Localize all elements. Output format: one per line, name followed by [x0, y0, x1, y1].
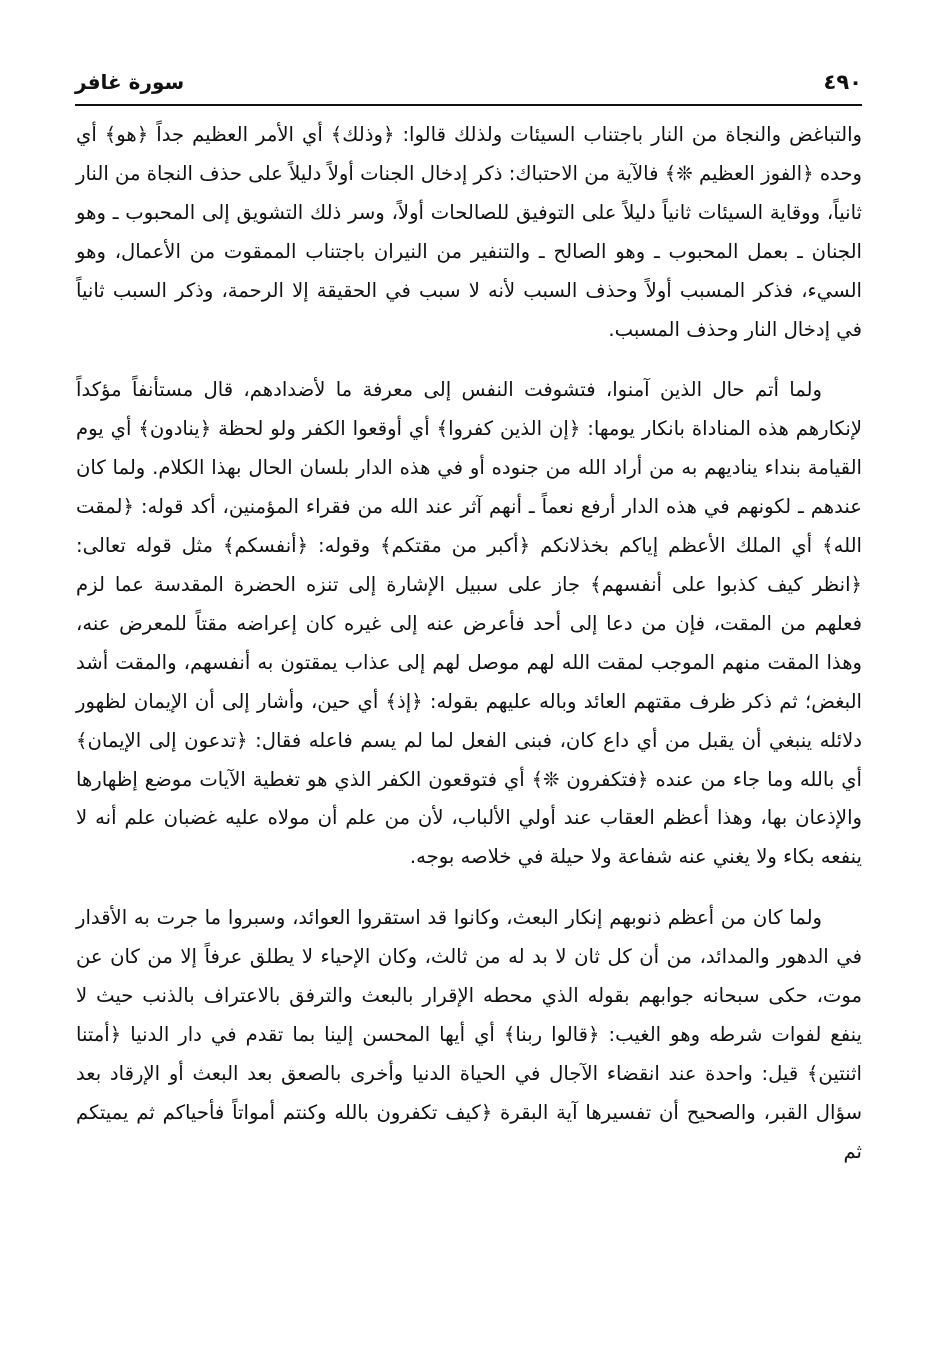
page-header — [75, 66, 862, 106]
paragraph: ولما كان من أعظم ذنوبهم إنكار البعث، وكانوا قد استقروا العوائد، وسبروا ما جرت به الأقدار في الدهور والمدائد، من أن كل ثان لا بد له من ثالث، وكان الإحياء لا يطلق عرفاً إلا من كان عن موت، حكى سبحانه جوابهم بقوله الذي محطه الإقرار بالبعث والترفق بالاعتراف بالذنب حيث لا ينفع لفوات شرطه وهو الغيب: ﴿قالوا ربنا﴾ أي أيها المحسن إلينا بما تقدم في دار الدنيا ﴿أمتنا اثنتين﴾ قيل: واحدة عند انقضاء الآجال في الحياة الدنيا وأخرى بالصعق بعد البعث أو الإرقاد بعد سؤال القبر، والصحيح أن تفسيرها آية البقرة ﴿كيف تكفرون بالله وكنتم أمواتاً فأحياكم ثم يميتكم ثم — [76, 906, 862, 1163]
paragraph: ولما أتم حال الذين آمنوا، فتشوفت النفس إلى معرفة ما لأضدادهم، قال مستأنفاً مؤكداً لإنكارهم هذه المناداة بانكار يومها: ﴿إن الذين كفروا﴾ أي أوقعوا الكفر ولو لحظة ﴿ينادون﴾ أي يوم القيامة بنداء يناديهم به من أراد الله من جنوده أو في هذه الدار بلسان الحال بهذا الكلام. ولما كان عندهم ـ لكونهم في هذه الدار أرفع نعماً ـ أنهم آثر عند الله من فقراء المؤمنين، أكد قوله: ﴿لمقت الله﴾ أي الملك الأعظم إياكم بخذلانكم ﴿أكبر من مقتكم﴾ وقوله: ﴿أنفسكم﴾ مثل قوله تعالى: ﴿انظر كيف كذبوا على أنفسهم﴾ جاز على سبيل الإشارة إلى تنزه الحضرة المقدسة عما لزم فعلهم من المقت، فإن من دعا إلى أحد فأعرض عنه إلى غيره كان إعراضه مقتاً للمعرض عنه، وهذا المقت منهم الموجب لمقت الله لهم موصل لهم إلى عذاب يمقتون به أنفسهم، والمقت أشد البغض؛ ثم ذكر ظرف مقتهم العائد وباله عليهم بقوله: ﴿إذ﴾ أي حين، وأشار إلى أن الإيمان لظهور دلائله ينبغي أن يقبل من أي داع كان، فبنى الفعل لما لم يسم فاعله فقال: ﴿تدعون إلى الإيمان﴾ أي بالله وما جاء من عنده ﴿فتكفرون ❊﴾ أي فتوقعون الكفر الذي هو تغطية الآيات موضع إظهارها والإذعان بها، وهذا أعظم العقاب عند أولي الألباب، لأن من علم أن مولاه عليه غضبان علم أنه لا ينفعه بكاء ولا يغني عنه شفاعة ولا حيلة في خلاصه بوجه. — [76, 378, 862, 869]
page-number: ٤٩٠ — [823, 70, 862, 94]
page-body — [76, 116, 862, 1194]
paragraph: والتباغض والنجاة من النار باجتناب السيئات ولذلك قالوا: ﴿وذلك﴾ أي الأمر العظيم جداً ﴿هو﴾ أي وحده ﴿الفوز العظيم ❊﴾ فالآية من الاحتباك: ذكر إدخال الجنات أولاً دليلاً على حذف النجاة من النار ثانياً، ووقاية السيئات ثانياً دليلاً على التوفيق للصالحات أولاً، وسر ذلك التشويق إلى المحبوب ـ وهو الجنان ـ بعمل المحبوب ـ وهو الصالح ـ والتنفير من النيران باجتناب الممقوت من الأعمال، وهو السيء، فذكر المسبب أولاً وحذف السبب لأنه لا سبب في الحقيقة إلا الرحمة، وذكر السبب ثانياً في إدخال النار وحذف المسبب. — [76, 123, 862, 341]
surah-title: سورة غافر — [75, 70, 185, 94]
